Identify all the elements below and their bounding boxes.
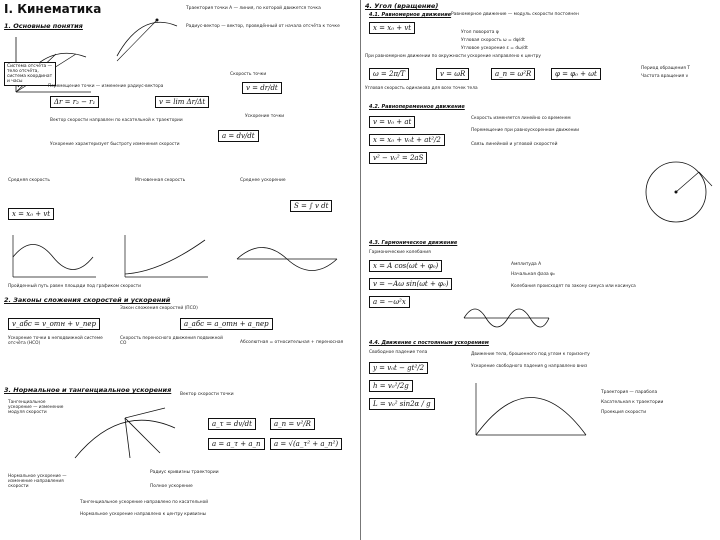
- formula-afull: a = a_τ + a_n: [208, 438, 265, 450]
- paragraph: Скорость изменяется линейно со временем: [471, 116, 571, 121]
- formula-s: S = ∫ v dt: [290, 200, 332, 212]
- formula-xh: x = A cos(ωt + φ₀): [369, 260, 442, 272]
- falling-label: Свободное падение тела: [369, 350, 428, 355]
- paragraph: Тангенциальное ускорение направлено по касательной: [80, 500, 208, 505]
- tangent-label: Тангенциальное ускорение — изменение модуля скорости: [8, 400, 64, 416]
- avg-acc-label: Среднее ускорение: [240, 178, 286, 183]
- parabola-diagram: [471, 380, 591, 440]
- formula-vh: v = −Aω sin(ωt + φ₀): [369, 278, 452, 290]
- radius-vector-label: Радиус-вектор — вектор, проведённый от начала отсчёта к точке: [186, 24, 340, 29]
- abs-rel-label: Абсолютная = относительная + переносная: [240, 340, 344, 345]
- formula-a: a = dv/dt: [218, 130, 259, 142]
- velocity-graph: [8, 232, 98, 282]
- formula-sum-a: a_абс = a_отн + a_пер: [180, 318, 273, 330]
- section-heading: 4. Угол (вращение): [365, 2, 439, 10]
- paragraph: Скорость переносного движения подвижной СО: [120, 336, 223, 347]
- epsilon-label: Угловое ускорение ε = dω/dt: [461, 46, 528, 51]
- formula-omega: ω = 2π/T: [369, 68, 409, 80]
- section-heading: 1. Основные понятия: [4, 22, 83, 30]
- formula-v2: v² − v₀² = 2aS: [369, 152, 427, 164]
- formula-hmax: h = v₀²/2g: [369, 380, 413, 392]
- formula-range: L = v₀² sin2α / g: [369, 398, 435, 410]
- inst-velocity-label: Мгновенная скорость: [135, 178, 186, 183]
- paragraph: Пройденный путь равен площади под графиком скорости: [8, 284, 141, 289]
- page-title: I. Кинематика: [4, 2, 102, 16]
- formula-at: a_τ = dv/dt: [208, 418, 256, 430]
- formula-x42: x = x₀ + v₀t + at²/2: [369, 134, 445, 146]
- formula-x41: x = x₀ + vt: [369, 22, 415, 34]
- formula-lim: v = lim Δr/Δt: [155, 96, 209, 108]
- tangent-dir-label: Касательная к траектории: [601, 400, 664, 405]
- period-label: Период обращения T: [641, 66, 690, 71]
- paragraph: Ускорение точки в неподвижной системе отсчёта (НСО): [8, 336, 103, 347]
- normal-label: Нормальное ускорение — изменение направления скорости: [8, 474, 67, 490]
- subsection-heading: 4.1. Равномерное движение: [369, 12, 452, 18]
- formula-v42: v = v₀ + at: [369, 116, 415, 128]
- linear-ang-label: Связь линейной и угловой скоростей: [471, 142, 558, 147]
- acc-graph: [232, 236, 342, 282]
- paragraph: Угловая скорость одинакова для всех точек тела: [365, 86, 478, 91]
- vel-vector-label: Вектор скорости точки: [180, 392, 234, 397]
- acceleration-label: Ускорение точки: [245, 114, 285, 119]
- galileo-label: Закон сложения скоростей (ПСО): [120, 306, 198, 311]
- section-heading: 3. Нормальное и тангенциальное ускорения: [4, 386, 172, 394]
- omega-label: Угловая скорость ω = dφ/dt: [461, 38, 525, 43]
- angle-label: Угол поворота φ: [461, 30, 499, 35]
- trajectory-label: Траектория точки A — линия, по которой движется точка: [186, 6, 321, 11]
- paragraph: Ускорение свободного падения g направлено вниз: [471, 364, 588, 369]
- harmonic-graph: [461, 300, 551, 336]
- uniform-label: Равномерное движение — модуль скорости постоянен: [451, 12, 579, 17]
- formula-dr: Δr = r₂ − r₁: [50, 96, 99, 108]
- formula-ah: a = −ω²x: [369, 296, 410, 308]
- subsection-heading: 4.2. Равнопеременное движение: [369, 104, 465, 110]
- formula-v: v = dr/dt: [242, 82, 282, 94]
- avg-velocity-label: Средняя скорость: [8, 178, 50, 183]
- harmonic-label: Гармонические колебания: [369, 250, 431, 255]
- paragraph: Движение тела, брошенного под углом к горизонту: [471, 352, 590, 357]
- path-graph: [120, 232, 210, 282]
- paragraph: Колебания происходят по закону синуса или косинуса: [511, 284, 636, 289]
- formula-y44: y = v₀t − gt²/2: [369, 362, 428, 374]
- section-heading: 2. Законы сложения скоростей и ускорений: [4, 296, 171, 304]
- paragraph: Вектор скорости направлен по касательной к траектории: [50, 118, 183, 123]
- projection-label: Проекция скорости: [601, 410, 647, 415]
- ref-system-box: Система отсчёта — тело отсчёта, система координат и часы: [4, 62, 56, 86]
- paragraph: Ускорение характеризует быстроту изменения скорости: [50, 142, 180, 147]
- formula-sum-v: v_абс = v_отн + v_пер: [8, 318, 100, 330]
- parabola-label: Траектория — парабола: [601, 390, 658, 395]
- formula-xt: x = x₀ + vt: [8, 208, 54, 220]
- paragraph: Нормальное ускорение направлено к центру кривизны: [80, 512, 207, 517]
- subsection-heading: 4.4. Движение с постоянным ускорением: [369, 340, 489, 346]
- radius-curv-label: Радиус кривизны траектории: [150, 470, 219, 475]
- formula-an: a_n = v²/R: [270, 418, 315, 430]
- displacement-label: Перемещение точки — изменение радиус-вектора: [48, 84, 164, 89]
- amplitude-label: Амплитуда A: [511, 262, 542, 267]
- formula-an: a_n = ω²R: [491, 68, 535, 80]
- velocity-label: Скорость точки: [230, 72, 267, 77]
- full-acc-label: Полное ускорение: [150, 484, 193, 489]
- formula-amod: a = √(a_τ² + a_n²): [270, 438, 342, 450]
- formula-phi: φ = φ₀ + ωt: [551, 68, 601, 80]
- right-page: [360, 0, 720, 540]
- trajectory-diagram: [112, 6, 182, 64]
- freq-label: Частота вращения ν: [641, 74, 689, 79]
- acc-components-diagram: [70, 398, 180, 468]
- phase-label: Начальная фаза φ₀: [511, 272, 555, 277]
- formula-v-or: v = ωR: [436, 68, 469, 80]
- subsection-heading: 4.3. Гармоническое движение: [369, 240, 458, 246]
- paragraph: При равномерном движении по окружности ускорение направлено к центру: [365, 54, 541, 59]
- circle-diagram: [637, 150, 715, 230]
- paragraph: Перемещение при равноускоренном движении: [471, 128, 580, 133]
